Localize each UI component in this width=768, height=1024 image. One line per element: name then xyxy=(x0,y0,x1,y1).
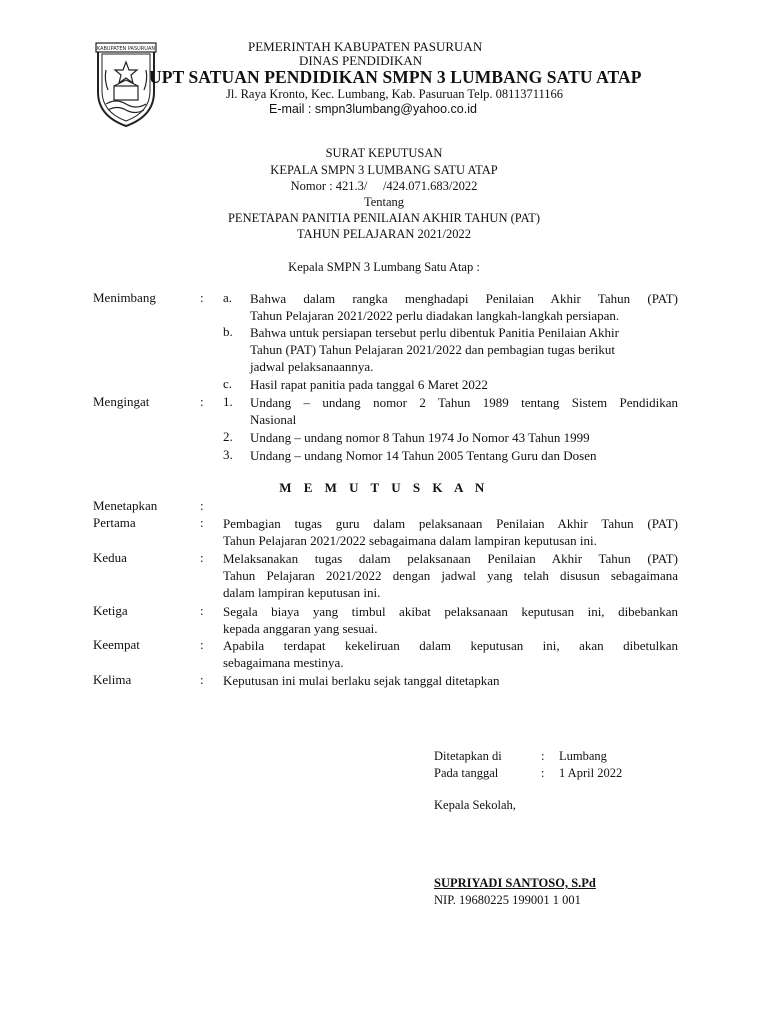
colon: : xyxy=(541,766,545,780)
signer-nip: NIP. 19680225 199001 1 001 xyxy=(434,893,581,907)
item-number: c. xyxy=(223,376,233,391)
menimbang-item-b: Bahwa untuk persiapan tersebut perlu dibentuk Panitia Penilaian Akhir Tahun (PAT) Tahun Pelajaran 2021/2022 dan pembagian tugas berikut jadwal pelaksanaannya. xyxy=(250,325,619,374)
decree-number: Nomor : 421.3/ /424.071.683/2022 xyxy=(290,179,478,193)
item-number: a. xyxy=(223,290,233,305)
decision-text-pertama: Pembagian tugas guru dalam pelaksanaan Penilaian Akhir Tahun (PAT) Tahun Pelajaran 2021/2022 sebagaimana dalam lampiran keputusan ini. xyxy=(223,516,678,548)
colon: : xyxy=(200,498,204,513)
decision-label-menetapkan: Menetapkan xyxy=(93,498,158,513)
colon: : xyxy=(200,637,204,652)
signer-position: Kepala Sekolah, xyxy=(434,798,516,812)
school-email: E-mail : smpn3lumbang@yahoo.co.id xyxy=(269,102,477,116)
section-label-mengingat: Mengingat xyxy=(93,394,150,409)
decision-label-kelima: Kelima xyxy=(93,672,132,687)
colon: : xyxy=(200,515,204,530)
opening-line: Kepala SMPN 3 Lumbang Satu Atap : xyxy=(288,260,480,274)
menimbang-item-c: Hasil rapat panitia pada tanggal 6 Maret 2022 xyxy=(250,377,488,392)
department-name: DINAS PENDIDIKAN xyxy=(299,53,423,68)
item-number: b. xyxy=(223,324,233,339)
item-number: 3. xyxy=(223,447,233,462)
subject-line-1: PENETAPAN PANITIA PENILAIAN AKHIR TAHUN (PAT) xyxy=(227,211,541,225)
decision-label-keempat: Keempat xyxy=(93,637,140,652)
decision-text-ketiga: Segala biaya yang timbul akibat pelaksanaan keputusan ini, dibebankan kepada anggaran yang sesuai. xyxy=(223,604,678,636)
school-name: UPT SATUAN PENDIDIKAN SMPN 3 LUMBANG SATU ATAP xyxy=(149,67,642,87)
mengingat-item-3: Undang – undang Nomor 14 Tahun 2005 Tentang Guru dan Dosen xyxy=(250,448,597,463)
document-type: SURAT KEPUTUSAN xyxy=(325,146,443,160)
about-label: Tentang xyxy=(363,195,405,209)
decision-text-kelima: Keputusan ini mulai berlaku sejak tanggal ditetapkan xyxy=(223,673,500,688)
school-address: Jl. Raya Kronto, Kec. Lumbang, Kab. Pasuruan Telp. 08113711166 xyxy=(226,87,564,101)
mengingat-item-2: Undang – undang nomor 8 Tahun 1974 Jo Nomor 43 Tahun 1999 xyxy=(250,430,590,445)
government-name: PEMERINTAH KABUPATEN PASURUAN xyxy=(248,39,483,54)
colon: : xyxy=(541,749,545,763)
section-label-menimbang: Menimbang xyxy=(93,290,156,305)
item-number: 2. xyxy=(223,429,233,444)
colon: : xyxy=(200,672,204,687)
date-label: Pada tanggal xyxy=(434,766,499,780)
date-value: 1 April 2022 xyxy=(559,766,623,780)
colon: : xyxy=(200,603,204,618)
signer-name: SUPRIYADI SANTOSO, S.Pd xyxy=(434,876,596,890)
decision-text-keempat: Apabila terdapat kekeliruan dalam keputusan ini, akan dibetulkan sebagaimana mestinya. xyxy=(223,638,678,670)
colon: : xyxy=(200,550,204,565)
decision-label-kedua: Kedua xyxy=(93,550,127,565)
mengingat-item-1: Undang – undang nomor 2 Tahun 1989 tentang Sistem Pendidikan Nasional xyxy=(250,395,678,427)
place-value: Lumbang xyxy=(559,749,607,763)
decision-text-kedua: Melaksanakan tugas dalam pelaksanaan Penilaian Akhir Tahun (PAT) Tahun Pelajaran 2021/2022 dengan jadwal yang telah disusun sebagaimana dalam lampiran keputusan ini. xyxy=(223,551,678,600)
svg-text:KABUPATEN PASURUAN: KABUPATEN PASURUAN xyxy=(96,46,156,52)
decision-label-ketiga: Ketiga xyxy=(93,603,128,618)
subject-line-2: TAHUN PELAJARAN 2021/2022 xyxy=(297,227,471,241)
decision-label-pertama: Pertama xyxy=(93,515,136,530)
colon: : xyxy=(200,290,204,305)
menimbang-item-a: Bahwa dalam rangka menghadapi Penilaian Akhir Tahun (PAT) Tahun Pelajaran 2021/2022 perlu diadakan langkah-langkah persiapan. xyxy=(250,291,678,323)
place-label: Ditetapkan di xyxy=(434,749,502,763)
decide-title: M E M U T U S K A N xyxy=(279,480,489,495)
issuer: KEPALA SMPN 3 LUMBANG SATU ATAP xyxy=(270,163,498,177)
colon: : xyxy=(200,394,204,409)
item-number: 1. xyxy=(223,394,233,409)
